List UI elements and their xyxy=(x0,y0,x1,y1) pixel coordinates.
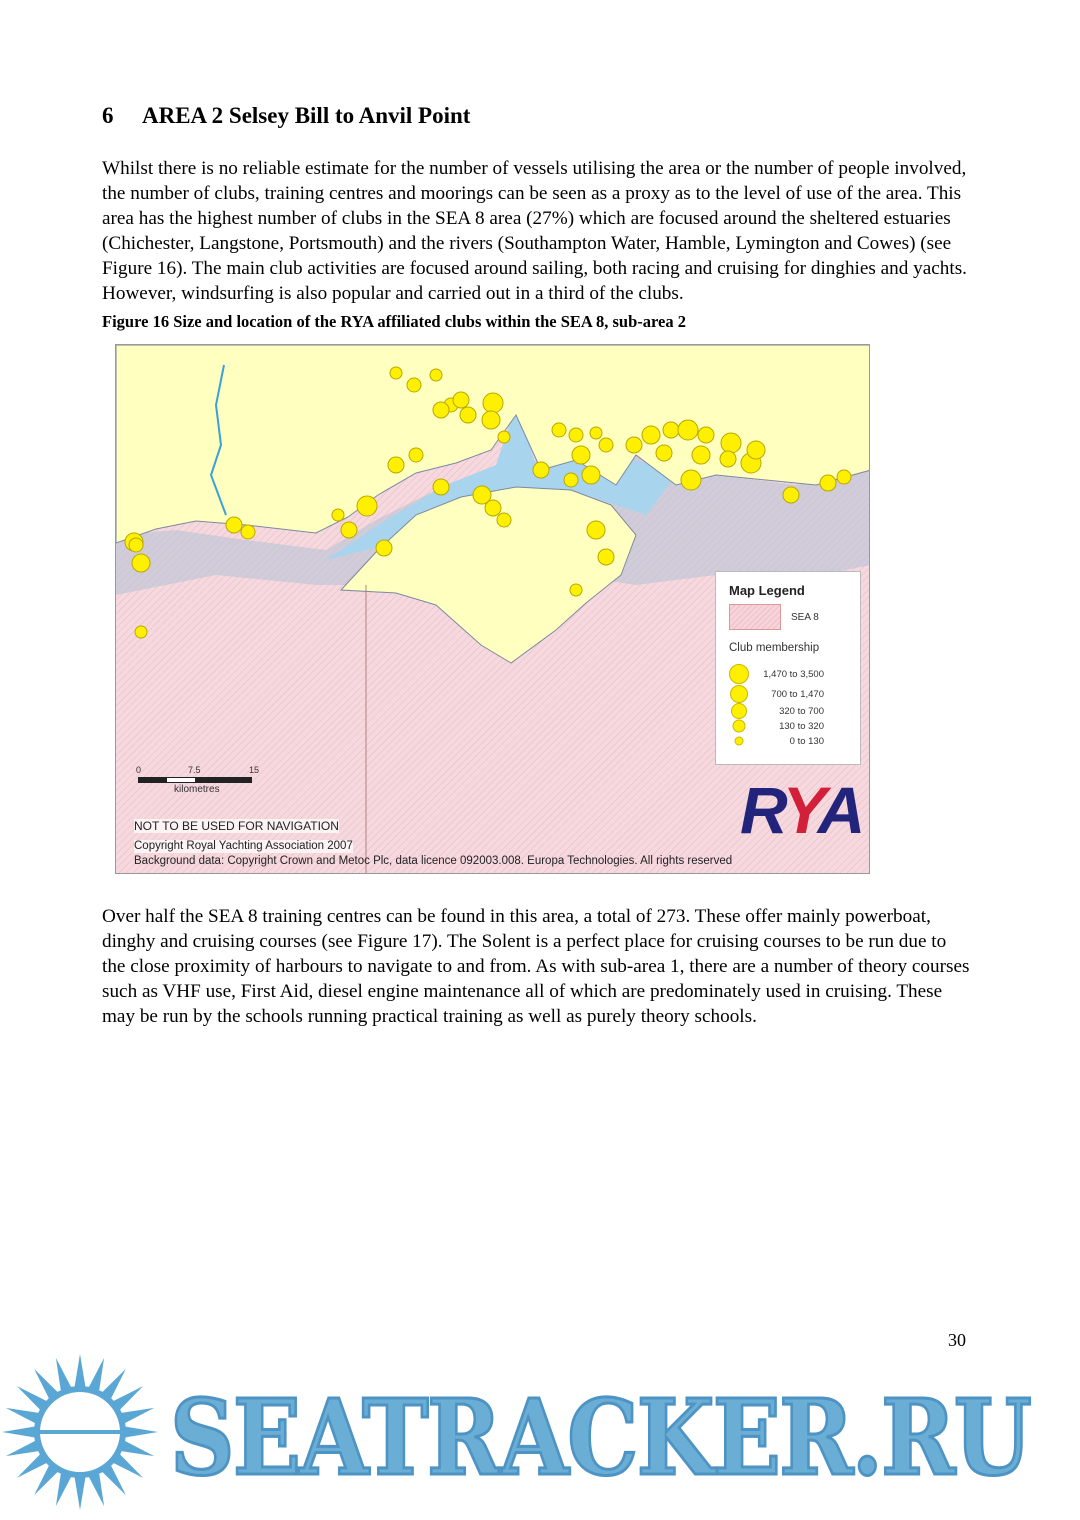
club-marker xyxy=(376,540,392,556)
circle-symbol-icon xyxy=(731,703,747,719)
club-marker xyxy=(572,446,590,464)
data-credit: Background data: Copyright Crown and Metoc Plc, data licence 092003.008. Europa Technologies. All rights reserved xyxy=(134,855,733,867)
club-marker xyxy=(433,479,449,495)
sun-ray xyxy=(2,1426,36,1437)
section-heading: 6 AREA 2 Selsey Bill to Anvil Point xyxy=(102,103,471,128)
sun-ray xyxy=(74,1476,85,1510)
club-marker xyxy=(678,420,698,440)
club-marker xyxy=(663,422,679,438)
club-marker xyxy=(483,393,503,413)
club-marker xyxy=(599,438,613,452)
club-marker xyxy=(656,445,672,461)
legend-class: 130 to 320 xyxy=(716,718,860,734)
club-marker xyxy=(681,470,701,490)
club-marker xyxy=(407,378,421,392)
scale-bar-graphic xyxy=(138,777,252,783)
sun-ray xyxy=(120,1440,154,1456)
club-marker xyxy=(564,473,578,487)
club-marker xyxy=(226,517,242,533)
sun-ray xyxy=(88,1358,104,1392)
club-marker xyxy=(598,549,614,565)
sea8-label: SEA 8 xyxy=(791,612,819,623)
sun-ray xyxy=(6,1408,40,1424)
legend-title: Map Legend xyxy=(729,583,805,598)
club-marker xyxy=(552,423,566,437)
legend-class: 700 to 1,470 xyxy=(716,686,860,702)
paragraph-training: Over half the SEA 8 training centres can be found in this area, a total of 273. These offer mainly powerboat, dinghy and cruising courses (see Figure 17). The Solent is a perfect place for cruising courses to be run due to the close proximity of harbours to navigate to and from. As with sub-area 1, there are a number of theory courses such as VHF use, First Aid, diesel engine maintenance all of which are predominately used in cruising. These may be run by the schools running practical training as well as purely theory schools. xyxy=(102,906,970,1027)
circle-symbol-icon xyxy=(733,720,746,733)
club-marker xyxy=(132,554,150,572)
page-content xyxy=(102,102,974,1029)
club-marker xyxy=(341,522,357,538)
sun-ray xyxy=(56,1472,72,1506)
sun-ray xyxy=(74,1354,85,1388)
club-marker xyxy=(626,437,642,453)
club-marker xyxy=(433,402,449,418)
club-marker xyxy=(409,448,423,462)
watermark-text: SEATRACKER.RU xyxy=(170,1376,1031,1499)
club-marker xyxy=(783,487,799,503)
club-marker xyxy=(820,475,836,491)
sun-ray xyxy=(88,1472,104,1506)
club-marker xyxy=(747,441,765,459)
club-marker xyxy=(837,470,851,484)
club-marker xyxy=(582,466,600,484)
club-marker xyxy=(569,428,583,442)
club-marker xyxy=(570,584,582,596)
legend-class: 320 to 700 xyxy=(716,703,860,719)
club-marker xyxy=(241,525,255,539)
club-marker xyxy=(485,500,501,516)
navigation-notice: NOT TO BE USED FOR NAVIGATION xyxy=(134,819,339,833)
club-map-figure: Map Legend SEA 8 Club membership 1,470 to 3,500 700 to 1,470 320 to 700 130 to 320 0 to 130 0 7.5 15 kilometres RYA NOT TO BE USED FOR NAVIGATION Copyright Royal Yachting Association 2007 Background data: Copyright Crown and Metoc Plc, data licence 092003.008. Europa Technologies. All rights reserved xyxy=(115,344,870,874)
sun-ray xyxy=(6,1440,40,1456)
sun-ray xyxy=(120,1408,154,1424)
club-marker xyxy=(482,411,500,429)
rya-logo: RYA xyxy=(740,773,862,847)
sun-ray xyxy=(56,1358,72,1392)
sea8-swatch xyxy=(729,604,781,630)
figure-caption: Figure 16 Size and location of the RYA affiliated clubs within the SEA 8, sub-area 2 xyxy=(102,312,686,331)
circle-symbol-icon xyxy=(730,685,748,703)
club-marker xyxy=(460,407,476,423)
club-marker xyxy=(642,426,660,444)
club-marker xyxy=(533,462,549,478)
club-marker xyxy=(135,626,147,638)
club-marker xyxy=(453,392,469,408)
club-marker xyxy=(388,457,404,473)
club-marker xyxy=(692,446,710,464)
membership-title: Club membership xyxy=(729,642,820,654)
copyright-text: Copyright Royal Yachting Association 2007 xyxy=(134,840,353,852)
club-marker xyxy=(332,509,344,521)
club-marker xyxy=(497,513,511,527)
circle-symbol-icon xyxy=(735,737,744,746)
club-marker xyxy=(129,538,143,552)
map-legend xyxy=(715,571,861,765)
club-marker xyxy=(390,367,402,379)
page-number: 30 xyxy=(948,1330,966,1350)
club-marker xyxy=(720,451,736,467)
club-marker xyxy=(430,369,442,381)
circle-symbol-icon xyxy=(729,664,749,684)
legend-class: 1,470 to 3,500 xyxy=(716,666,860,682)
sun-ray xyxy=(124,1426,158,1437)
club-marker xyxy=(357,496,377,516)
club-marker xyxy=(721,433,741,453)
club-marker xyxy=(698,427,714,443)
paragraph-clubs: Whilst there is no reliable estimate for the number of vessels utilising the area or the number of people involved, the number of clubs, training centres and moorings can be seen as a proxy as to the level of use of the area. This area has the highest number of clubs in the SEA 8 area (27%) which are focused around the sheltered estuaries (Chichester, Langstone, Portsmouth) and the rivers (Southampton Water, Hamble, Lymington and Cowes) (see Figure 16). The main club activities are focused around sailing, both racing and cruising for dinghies and yachts. However, windsurfing is also popular and carried out in a third of the clubs. xyxy=(102,158,967,304)
club-marker xyxy=(587,521,605,539)
club-marker xyxy=(498,431,510,443)
club-marker xyxy=(590,427,602,439)
legend-class: 0 to 130 xyxy=(716,733,860,749)
sun-icon xyxy=(0,1352,170,1515)
